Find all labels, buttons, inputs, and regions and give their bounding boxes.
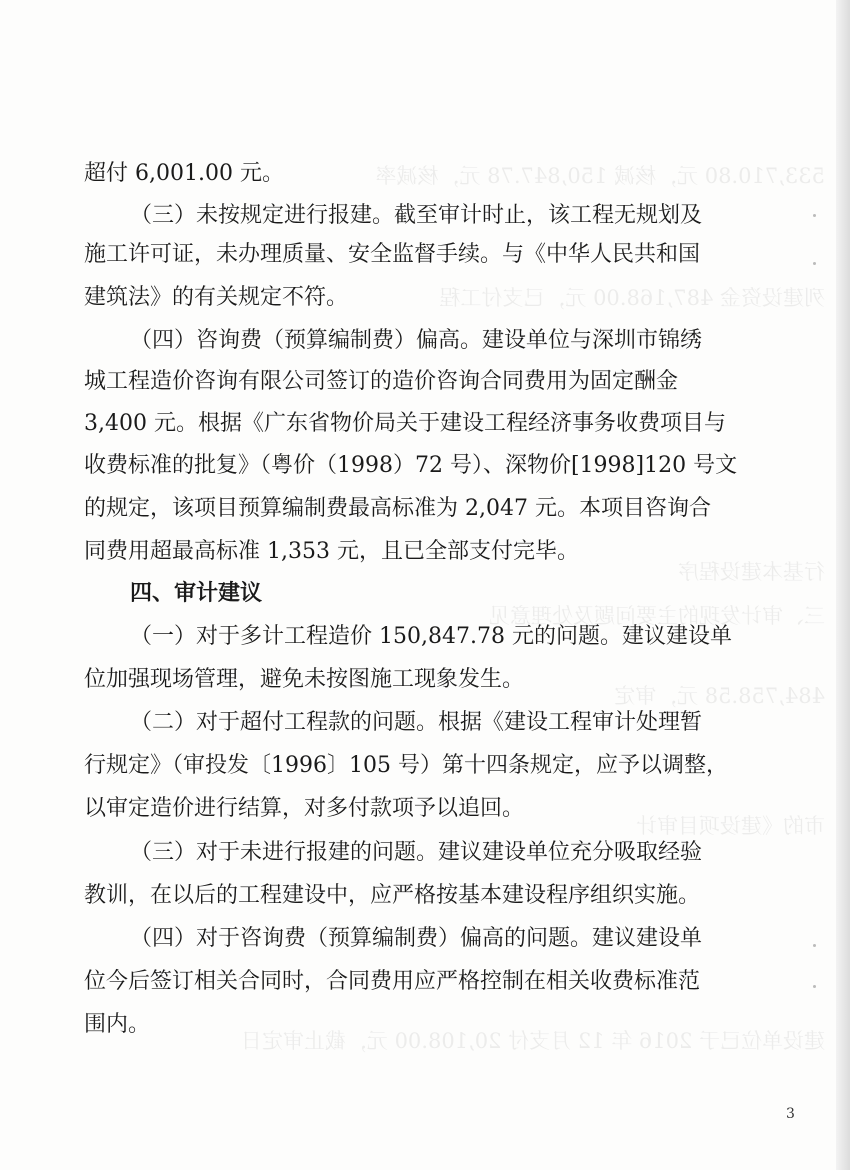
scan-speck [813, 262, 816, 265]
paragraph-line: 行规定》（审投发〔1996〕105 号）第十四条规定，应予以调整， [84, 753, 728, 778]
paragraph-line: 城工程造价咨询有限公司签订的造价咨询合同费用为固定酬金 [84, 369, 679, 394]
paragraph-line: （四）咨询费（预算编制费）偏高。建设单位与深圳市锦绣 [130, 328, 703, 353]
paragraph-line: （三）未按规定进行报建。截至审计时止，该工程无规划及 [130, 203, 703, 228]
paragraph-line: 围内。 [84, 1012, 151, 1037]
paragraph-line: 3,400 元。根据《广东省物价局关于建设工程经济事务收费项目与 [84, 411, 726, 436]
paragraph-line: 同费用超最高标准 1,353 元，且已全部支付完毕。 [84, 539, 579, 564]
paragraph-line: 超付 6,001.00 元。 [84, 161, 284, 186]
paragraph-line: 收费标准的批复》（粤价（1998）72 号）、深物价[1998]120 号文 [84, 453, 738, 478]
paragraph-line: 位今后签订相关合同时，合同费用应严格控制在相关收费标准范 [84, 969, 701, 994]
paragraph-line: （三）对于未进行报建的问题。建议建设单位充分吸取经验 [130, 840, 703, 865]
scan-speck [813, 944, 816, 947]
paragraph-line: 位加强现场管理，避免未按图施工现象发生。 [84, 667, 525, 692]
scan-speck [813, 214, 816, 217]
paragraph-line: 施工许可证，未办理质量、安全监督手续。与《中华人民共和国 [84, 242, 701, 267]
paragraph-line: （四）对于咨询费（预算编制费）偏高的问题。建议建设单 [130, 926, 703, 951]
paragraph-line: 的规定，该项目预算编制费最高标准为 2,047 元。本项目咨询合 [84, 496, 711, 521]
paragraph-line: 以审定造价进行结算，对多付款项予以追回。 [84, 796, 525, 821]
scan-edge [836, 0, 850, 1170]
paragraph-line: （一）对于多计工程造价 150,847.78 元的问题。建议建设单 [130, 624, 732, 649]
scan-speck [813, 985, 816, 988]
paragraph-line: （二）对于超付工程款的问题。根据《建设工程审计处理暂 [130, 710, 703, 735]
page-number: 3 [786, 1106, 795, 1122]
section-heading: 四、审计建议 [130, 581, 263, 606]
paragraph-line: 建筑法》的有关规定不符。 [84, 285, 349, 310]
paragraph-line: 教训，在以后的工程建设中，应严格按基本建设程序组织实施。 [84, 883, 701, 908]
